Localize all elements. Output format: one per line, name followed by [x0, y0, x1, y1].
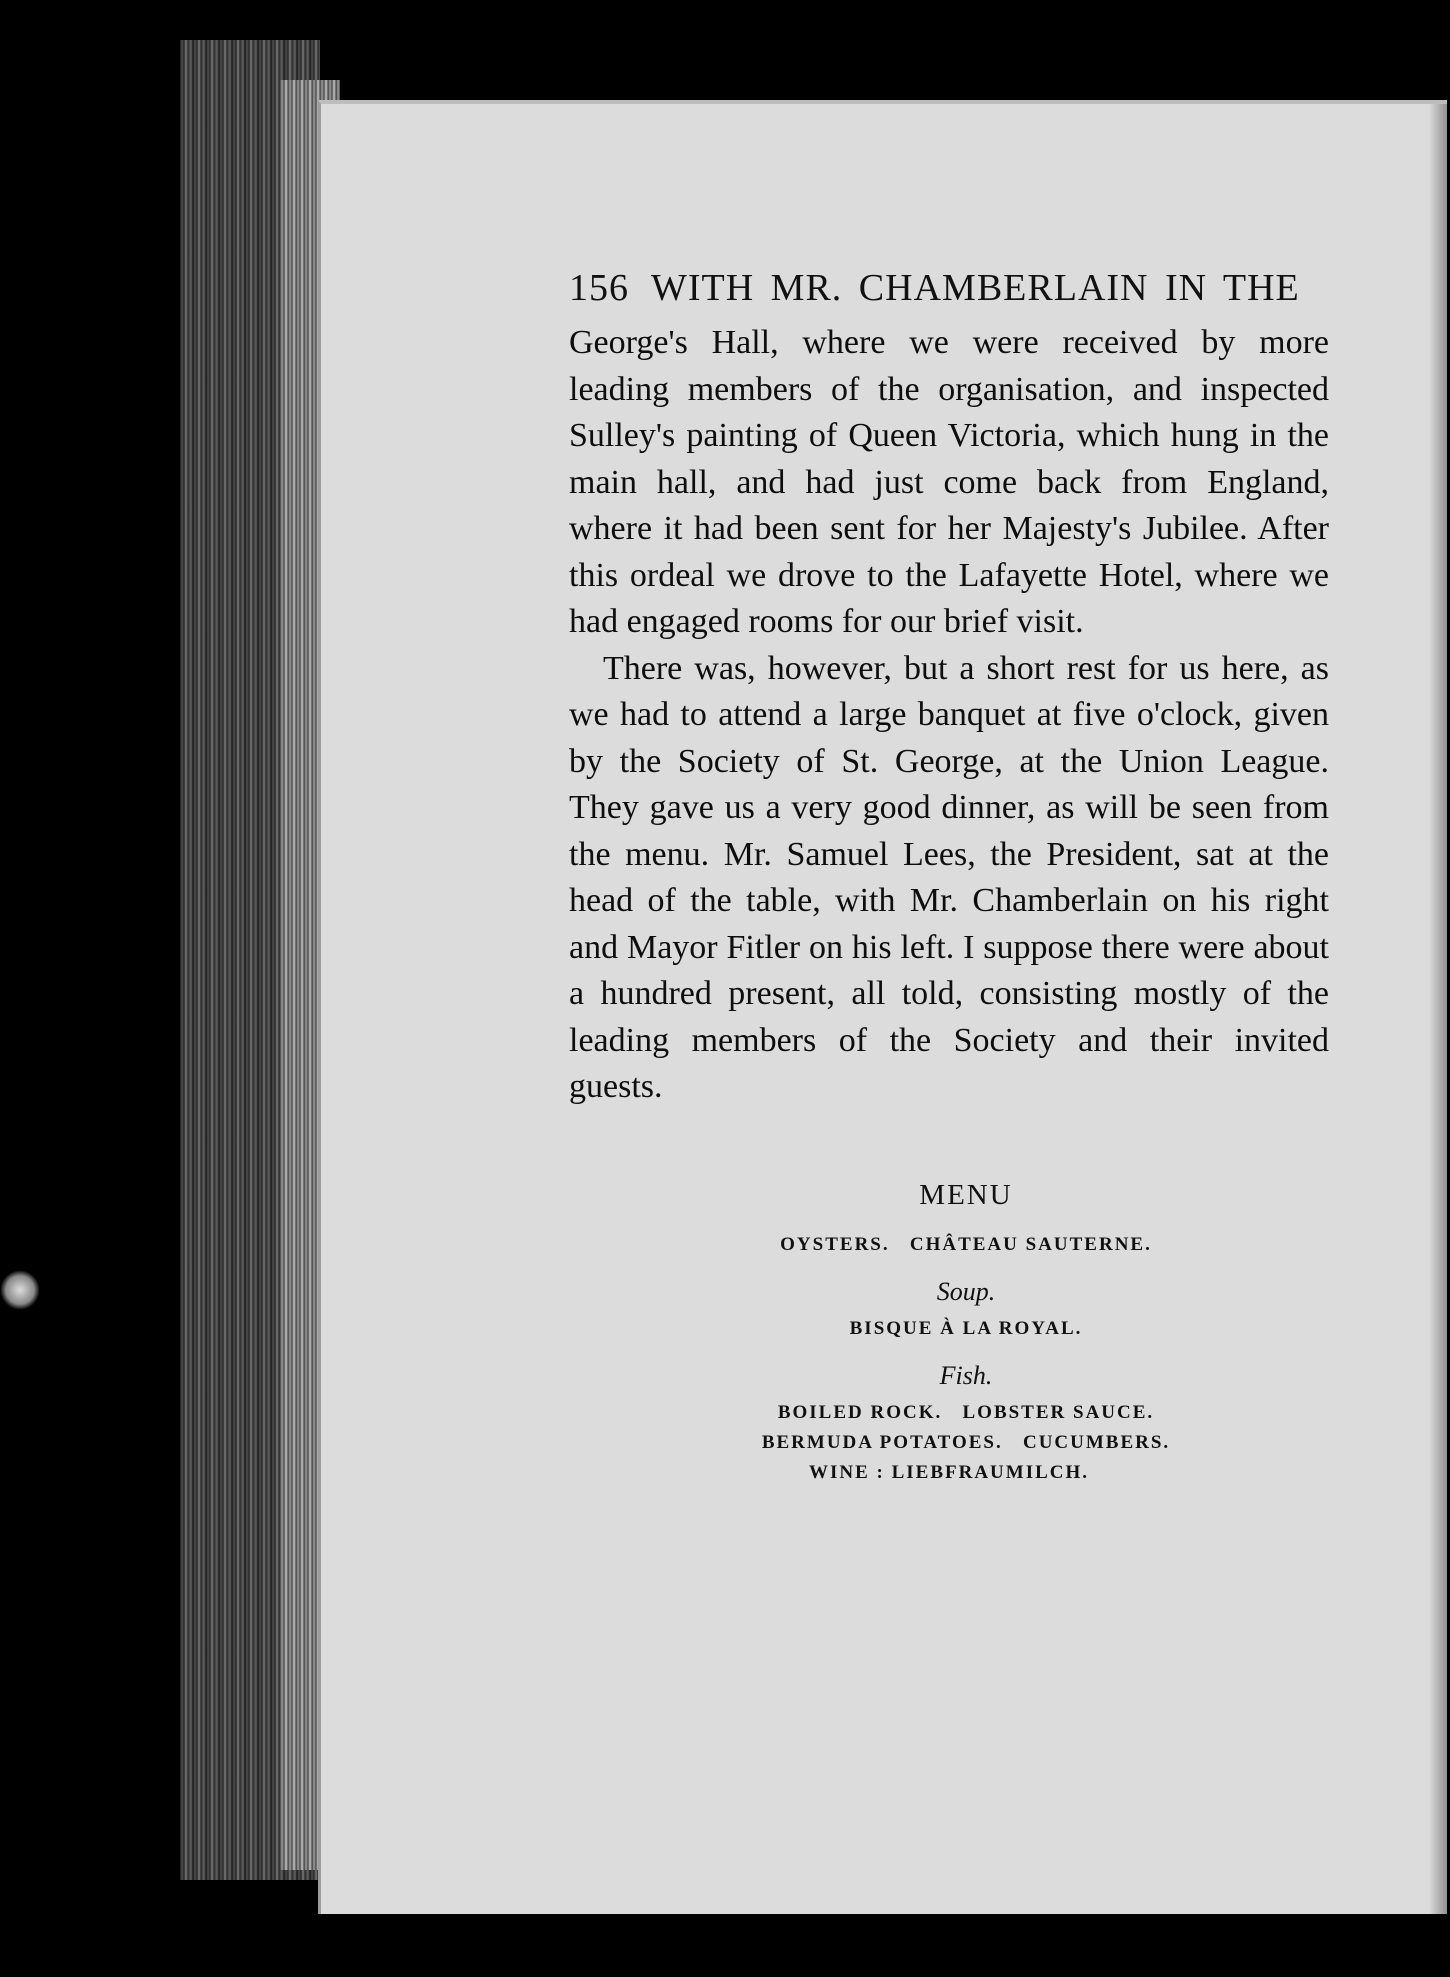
menu-wine: WINE : LIEBFRAUMILCH. [808, 1461, 1090, 1483]
menu-soup: BISQUE À LA ROYAL. [849, 1317, 1083, 1339]
menu-fish-2: BERMUDA POTATOES. CUCUMBERS. [761, 1431, 1171, 1453]
page-gutter-shadow [1429, 104, 1447, 1914]
menu-title: MENU [919, 1178, 1013, 1211]
scan-artifact [0, 1270, 40, 1310]
paragraph-2: There was, however, but a short rest for us here, as we had to attend a large banquet at five o'clock, given by the Society of St. George, at the Union League. They gave us a very good dinner, as will be seen from the menu. Mr. Samuel Lees, the President, sat at the head of the table, with Mr. Chamberlain on his right and Mayor Fitler on his left. I suppose there were about a hundred present, all told, consisting mostly of the leading members of the Society and their invited guests. [569, 649, 1329, 1105]
menu-oysters: OYSTERS. CHÂTEAU SAUTERNE. [780, 1233, 1152, 1255]
menu-soup-heading: Soup. [936, 1276, 996, 1306]
menu-fish-heading: Fish. [939, 1360, 993, 1390]
menu [569, 1179, 1329, 1488]
page-number: 156 [569, 267, 629, 309]
body-text [569, 320, 1329, 1111]
book-page [318, 100, 1447, 1914]
paragraph-1: George's Hall, where we were received by more leading members of the organisation, and inspected Sulley's painting of Queen Victoria, which hung in the main hall, and had just come back from England, where it had been sent for her Majesty's Jubilee. After this ordeal we drove to the Lafayette Hotel, where we had engaged rooms for our brief visit. [569, 324, 1329, 640]
page-content [569, 266, 1329, 1488]
menu-fish-1: BOILED ROCK. LOBSTER SAUCE. [777, 1401, 1155, 1423]
running-head [569, 266, 1329, 310]
running-title: WITH MR. CHAMBERLAIN IN THE [651, 267, 1300, 309]
